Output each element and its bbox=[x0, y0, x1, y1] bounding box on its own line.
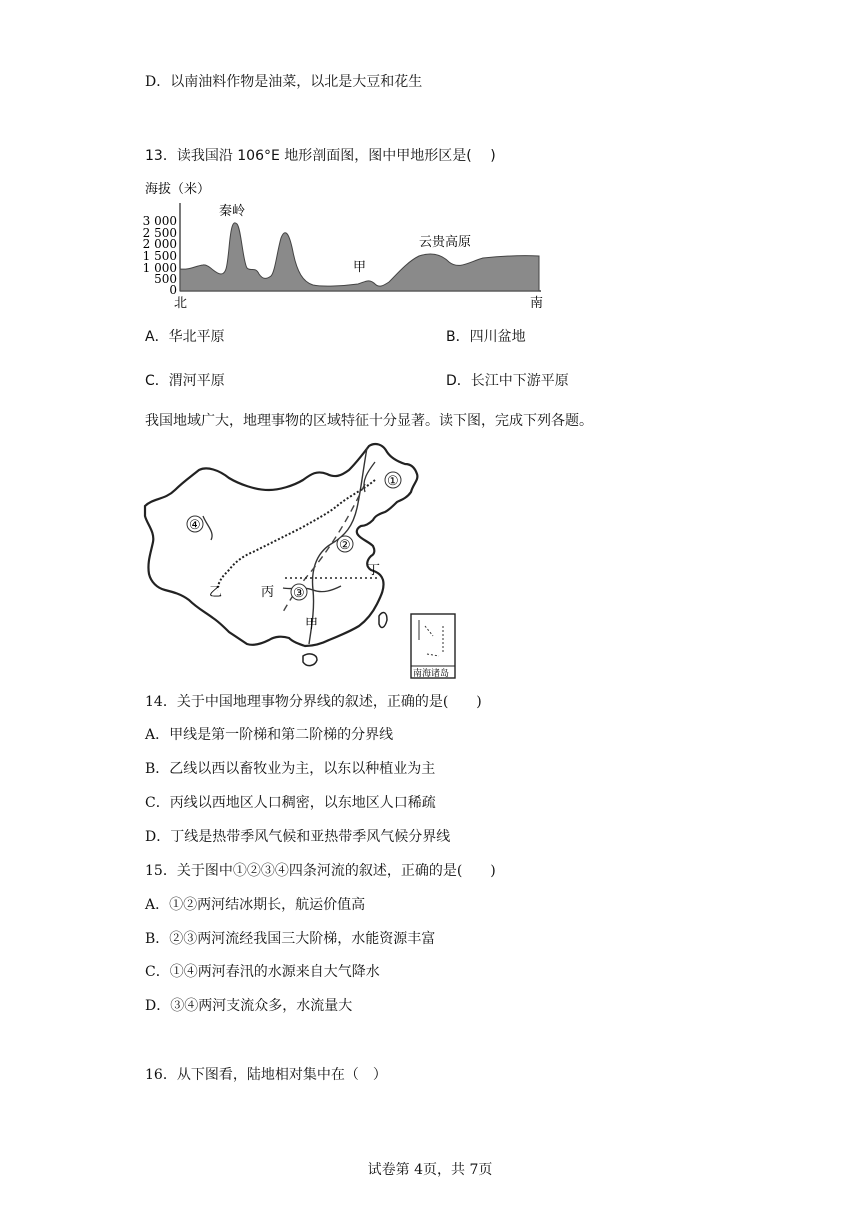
q15-option-b: B．②③两河流经我国三大阶梯，水能资源丰富 bbox=[145, 931, 436, 947]
profile-ylabel: 海拔（米） bbox=[145, 182, 211, 197]
profile-ytick: 2 000 bbox=[143, 237, 177, 251]
terrain-profile-figure bbox=[143, 178, 548, 313]
profile-basin-label: 甲 bbox=[353, 260, 367, 275]
page-footer: 试卷第 4页，共 7页 bbox=[367, 1162, 493, 1178]
map-label-3: ③ bbox=[293, 586, 305, 601]
terrain-profile-area bbox=[180, 223, 539, 291]
q12-option-d: D．以南油料作物是油菜，以北是大豆和花生 bbox=[145, 74, 423, 90]
q13-option-b: B．四川盆地 bbox=[446, 329, 526, 345]
china-map-figure bbox=[143, 440, 458, 680]
inset-caption: 南海诸岛 bbox=[413, 669, 450, 679]
q14-option-b: B．乙线以西以畜牧业为主，以东以种植业为主 bbox=[145, 761, 436, 777]
profile-ytick: 2 500 bbox=[143, 226, 177, 240]
q14-option-c: C．丙线以西地区人口稠密，以东地区人口稀疏 bbox=[145, 795, 436, 811]
profile-ytick: 1 500 bbox=[143, 249, 177, 263]
q13-option-d: D．长江中下游平原 bbox=[446, 373, 569, 389]
q15-option-d: D．③④两河支流众多，水流量大 bbox=[145, 998, 353, 1014]
q16-stem: 16．从下图看，陆地相对集中在（ ） bbox=[145, 1067, 387, 1083]
profile-north-label: 北 bbox=[174, 296, 188, 311]
q13-option-a: A．华北平原 bbox=[145, 329, 225, 345]
q15-option-a: A．①②两河结冰期长，航运价值高 bbox=[145, 897, 366, 913]
intro-text: 我国地域广大，地理事物的区域特征十分显著。读下图，完成下列各题。 bbox=[145, 413, 593, 429]
q13-stem: 13．读我国沿 106°E 地形剖面图，图中甲地形区是( ) bbox=[145, 148, 496, 164]
q14-stem: 14．关于中国地理事物分界线的叙述，正确的是( ) bbox=[145, 694, 482, 710]
q15-stem: 15．关于图中①②③④四条河流的叙述，正确的是( ) bbox=[145, 863, 496, 879]
map-label-jia: 甲 bbox=[305, 617, 319, 632]
map-label-bing: 丙 bbox=[261, 585, 275, 600]
map-label-1: ① bbox=[387, 474, 399, 489]
q14-option-a: A．甲线是第一阶梯和第二阶梯的分界线 bbox=[145, 727, 394, 743]
profile-ytick: 500 bbox=[154, 272, 177, 286]
profile-ytick: 3 000 bbox=[143, 214, 177, 228]
map-label-4: ④ bbox=[189, 518, 201, 533]
profile-ytick: 1 000 bbox=[143, 261, 177, 275]
profile-south-label: 南 bbox=[530, 296, 544, 311]
q15-option-c: C．①④两河春汛的水源来自大气降水 bbox=[145, 964, 380, 980]
map-label-ding: 丁 bbox=[367, 563, 381, 578]
q13-option-c: C．渭河平原 bbox=[145, 373, 225, 389]
profile-plateau-label: 云贵高原 bbox=[419, 235, 472, 250]
map-label-2: ② bbox=[339, 538, 351, 553]
q14-option-d: D．丁线是热带季风气候和亚热带季风气候分界线 bbox=[145, 829, 451, 845]
profile-peak-label: 秦岭 bbox=[219, 204, 246, 219]
profile-ytick: 0 bbox=[169, 283, 177, 297]
map-label-yi: 乙 bbox=[209, 585, 223, 600]
